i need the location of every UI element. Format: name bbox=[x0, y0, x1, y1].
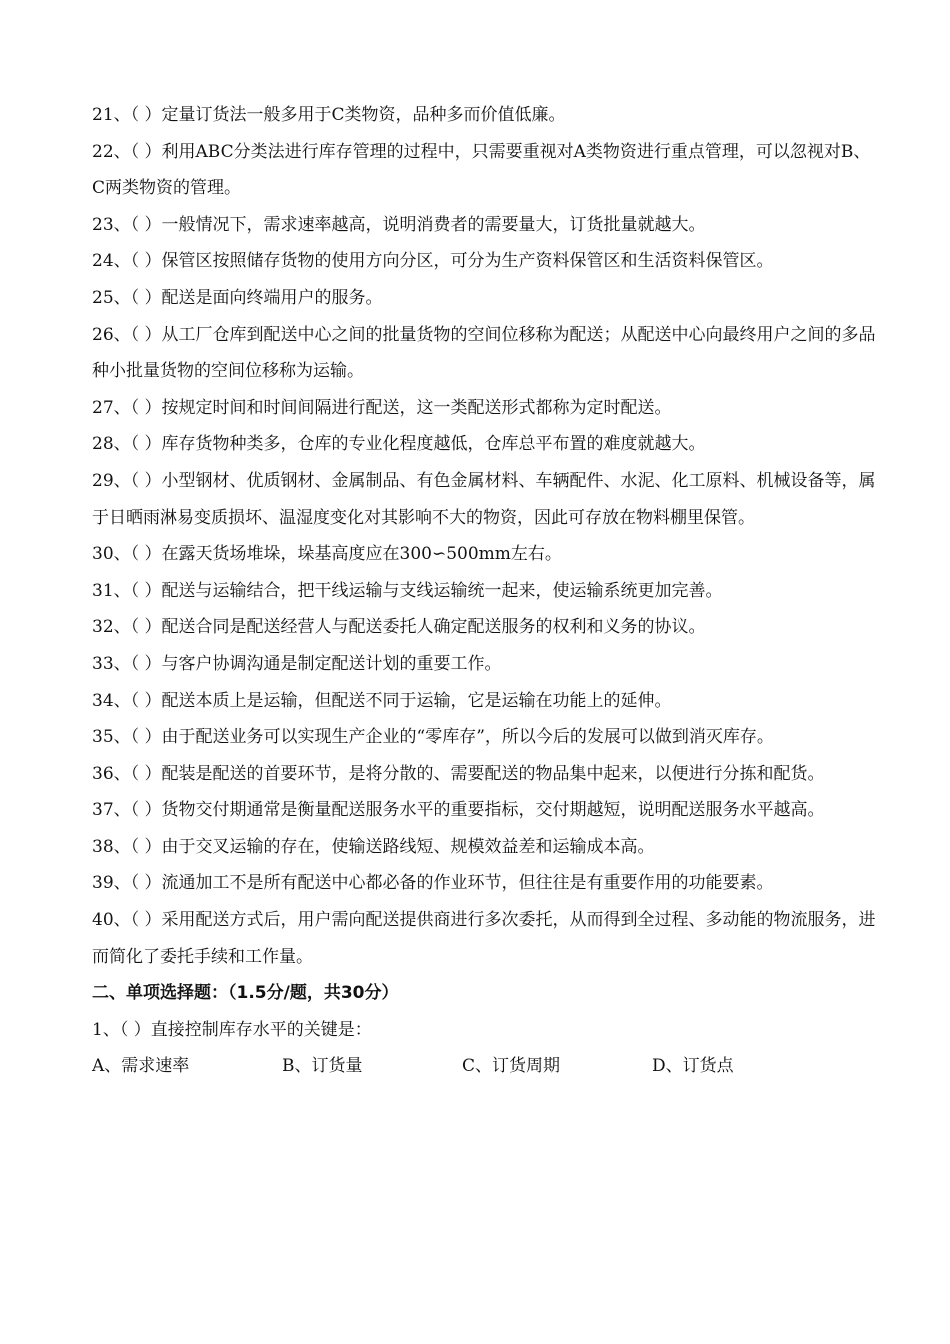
question-39: 39、（ ）流通加工不是所有配送中心都必备的作业环节，但往往是有重要作用的功能要素。 bbox=[92, 873, 774, 894]
option-c: C、订货周期 bbox=[462, 1056, 561, 1077]
question-40: 40、（ ）采用配送方式后，用户需向配送提供商进行多次委托，从而得到全过程、多动能的物流服务，进而简化了委托手续和工作量。 bbox=[92, 910, 876, 967]
question-30: 30、（ ）在露天货场堆垛，垛基高度应在300∽500mm左右。 bbox=[92, 544, 562, 565]
question-35: 35、（ ）由于配送业务可以实现生产企业的“零库存”，所以今后的发展可以做到消灭库存。 bbox=[92, 727, 774, 748]
choice-question-1: 1、（ ）直接控制库存水平的关键是： bbox=[92, 1019, 372, 1040]
question-37: 37、（ ）货物交付期通常是衡量配送服务水平的重要指标，交付期越短，说明配送服务水平越高。 bbox=[92, 800, 825, 821]
section-title: 二、单项选择题：（1.5分/题，共30分） bbox=[92, 983, 399, 1004]
question-36: 36、（ ）配装是配送的首要环节，是将分散的、需要配送的物品集中起来，以便进行分拣和配货。 bbox=[92, 763, 825, 784]
question-23: 23、（ ）一般情况下，需求速率越高，说明消费者的需要量大，订货批量就越大。 bbox=[92, 214, 706, 235]
question-33: 33、（ ）与客户协调沟通是制定配送计划的重要工作。 bbox=[92, 653, 502, 674]
question-26: 26、（ ）从工厂仓库到配送中心之间的批量货物的空间位移称为配送；从配送中心向最终用户之间的多品种小批量货物的空间位移称为运输。 bbox=[92, 324, 876, 382]
question-29: 29、（ ）小型钢材、优质钢材、金属制品、有色金属材料、车辆配件、水泥、化工原料、机械设备等，属于日晒雨淋易变质损坏、温湿度变化对其影响不大的物资，因此可存放在物料棚里保管。 bbox=[92, 470, 876, 528]
document-page bbox=[92, 97, 882, 1085]
question-32: 32、（ ）配送合同是配送经营人与配送委托人确定配送服务的权利和义务的协议。 bbox=[92, 617, 706, 638]
question-27: 27、（ ）按规定时间和时间间隔进行配送，这一类配送形式都称为定时配送。 bbox=[92, 397, 672, 418]
question-28: 28、（ ）库存货物种类多，仓库的专业化程度越低，仓库总平布置的难度就越大。 bbox=[92, 434, 706, 455]
question-24: 24、（ ）保管区按照储存货物的使用方向分区，可分为生产资料保管区和生活资料保管区。 bbox=[92, 251, 774, 272]
option-b: B、订货量 bbox=[282, 1056, 363, 1077]
question-25: 25、（ ）配送是面向终端用户的服务。 bbox=[92, 287, 383, 308]
question-38: 38、（ ）由于交叉运输的存在，使输送路线短、规模效益差和运输成本高。 bbox=[92, 836, 655, 857]
question-31: 31、（ ）配送与运输结合，把干线运输与支线运输统一起来，使运输系统更加完善。 bbox=[92, 580, 723, 601]
question-21: 21、（ ）定量订货法一般多用于C类物资，品种多而价值低廉。 bbox=[92, 105, 566, 125]
option-a: A、需求速率 bbox=[92, 1056, 190, 1077]
option-d: D、订货点 bbox=[652, 1056, 734, 1077]
question-22: 22、（ ）利用ABC分类法进行库存管理的过程中，只需要重视对A类物资进行重点管理，可以忽视对B、C两类物资的管理。 bbox=[92, 141, 871, 199]
choice-options bbox=[92, 1048, 882, 1085]
question-34: 34、（ ）配送本质上是运输，但配送不同于运输，它是运输在功能上的延伸。 bbox=[92, 690, 672, 711]
